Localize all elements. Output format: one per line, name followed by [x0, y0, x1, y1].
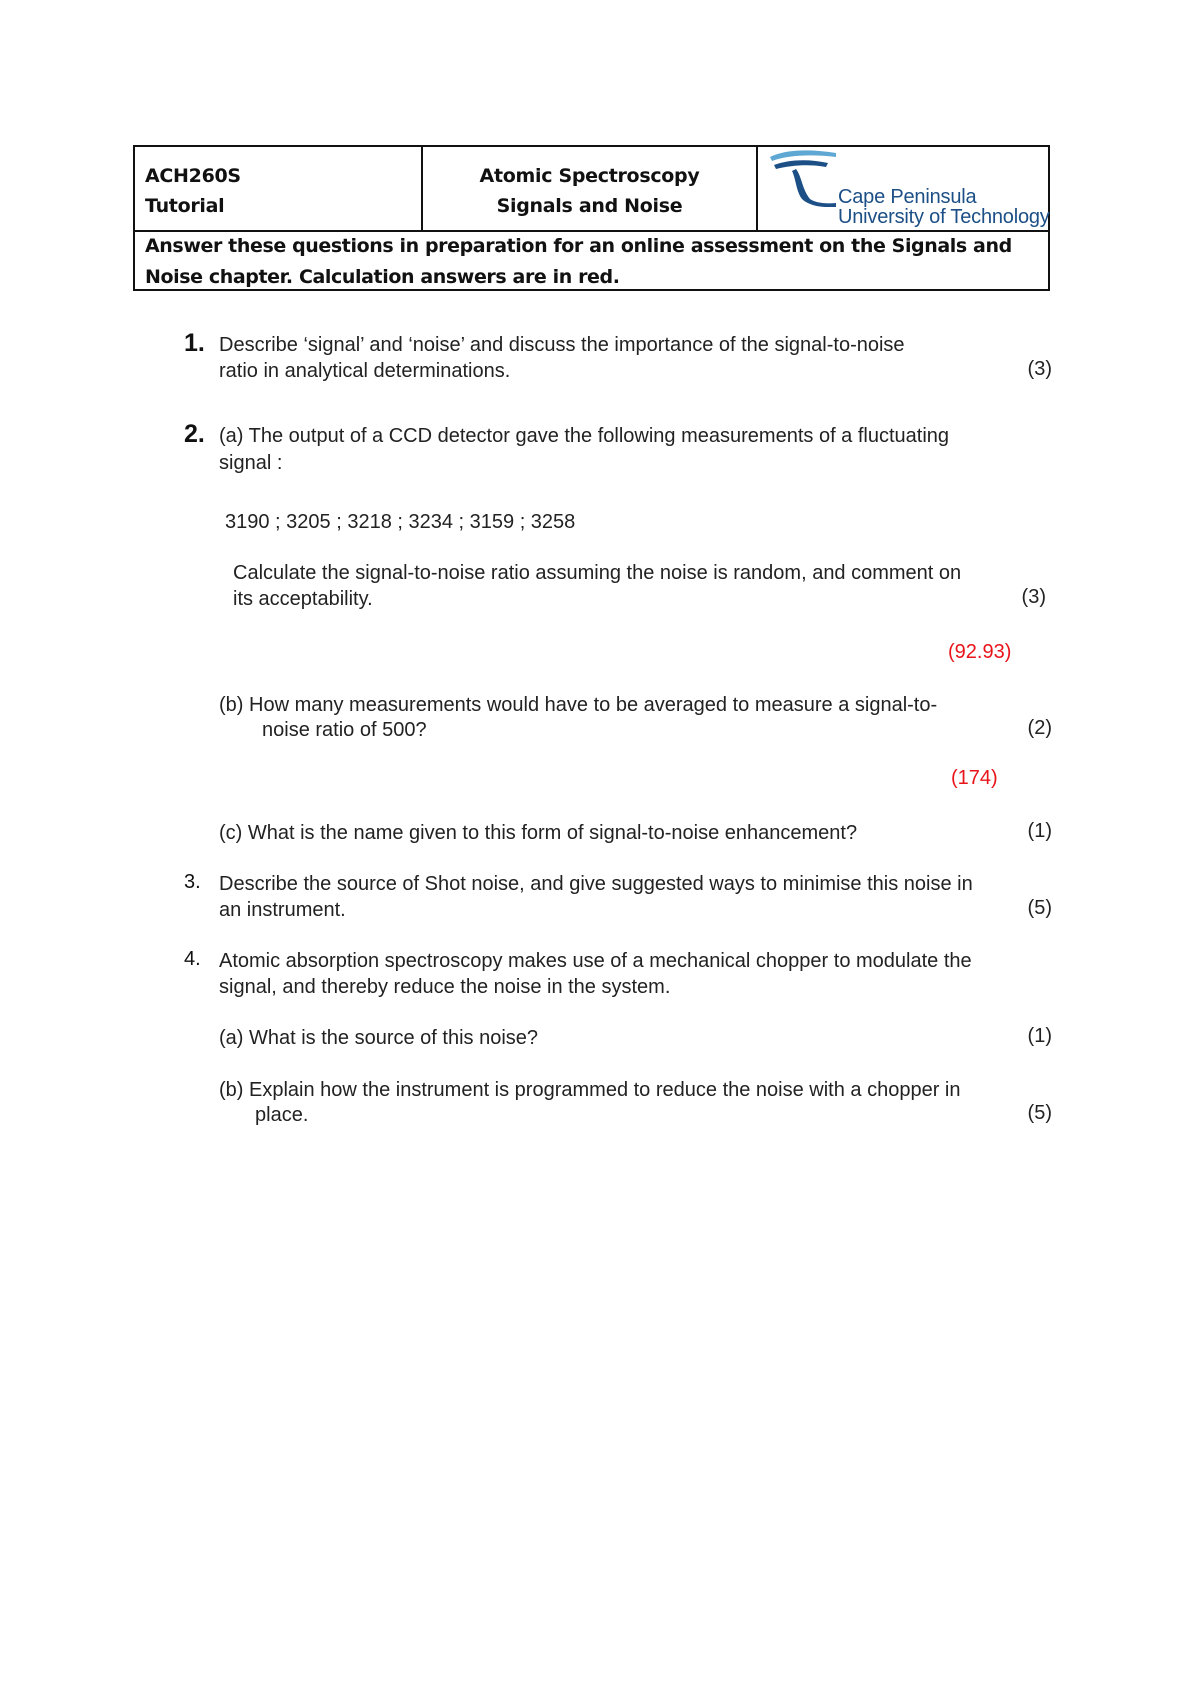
logo-line-1: Cape Peninsula	[838, 186, 977, 208]
question-3-number: 3.	[184, 871, 201, 893]
question-2a-calc-line-2: its acceptability.	[233, 588, 373, 610]
question-1-marks: (3)	[1027, 358, 1052, 380]
question-2a-calc-line-1: Calculate the signal-to-noise ratio assuming the noise is random, and comment on	[233, 562, 962, 584]
question-2c-marks: (1)	[1027, 820, 1052, 842]
instructions-line-2: Noise chapter. Calculation answers are in red.	[145, 266, 620, 288]
doc-type: Tutorial	[145, 195, 225, 217]
question-2a-marks: (3)	[1021, 586, 1046, 608]
question-2b-line-2: noise ratio of 500?	[262, 719, 427, 741]
question-4b-line-1: (b) Explain how the instrument is programmed to reduce the noise with a chopper in	[219, 1079, 961, 1101]
question-4-number: 4.	[184, 948, 201, 970]
question-3-marks: (5)	[1027, 897, 1052, 919]
question-1-line-1: Describe ‘signal’ and ‘noise’ and discuss the importance of the signal-to-noise	[219, 334, 905, 356]
question-2a-data: 3190 ; 3205 ; 3218 ; 3234 ; 3159 ; 3258	[225, 511, 576, 533]
university-logo	[766, 147, 1052, 230]
question-3-line-1: Describe the source of Shot noise, and give suggested ways to minimise this noise in	[219, 873, 973, 895]
subject-title: Atomic Spectroscopy	[479, 165, 700, 187]
question-1-line-2: ratio in analytical determinations.	[219, 360, 511, 382]
course-code: ACH260S	[145, 165, 241, 187]
question-1-number: 1.	[184, 329, 205, 357]
cput-wave-logo-icon	[766, 147, 846, 207]
header-course-cell	[135, 147, 423, 230]
question-2-number: 2.	[184, 420, 205, 448]
question-2a-answer: (92.93)	[948, 641, 1012, 663]
question-2b-line-1: (b) How many measurements would have to be averaged to measure a signal-to-	[219, 694, 938, 716]
header-subject-cell	[423, 147, 758, 230]
question-4a-marks: (1)	[1027, 1025, 1052, 1047]
question-2b-answer: (174)	[951, 767, 998, 789]
instructions-line-1: Answer these questions in preparation for an online assessment on the Signals and	[145, 235, 1012, 257]
question-4b-line-2: place.	[255, 1104, 309, 1126]
question-4b-marks: (5)	[1027, 1102, 1052, 1124]
question-4-line-1: Atomic absorption spectroscopy makes use of a mechanical chopper to modulate the	[219, 950, 972, 972]
question-2b-marks: (2)	[1027, 717, 1052, 739]
question-2c-line-1: (c) What is the name given to this form of signal-to-noise enhancement?	[219, 822, 858, 844]
instructions	[145, 231, 1038, 293]
question-2a-line-2: signal :	[219, 452, 283, 474]
question-3-line-2: an instrument.	[219, 899, 346, 921]
question-4-line-2: signal, and thereby reduce the noise in the system.	[219, 976, 671, 998]
header-row	[135, 147, 1048, 232]
header-table	[133, 145, 1050, 291]
topic-title: Signals and Noise	[496, 195, 683, 217]
logo-line-2: University of Technology	[838, 206, 1050, 228]
header-logo-cell	[758, 147, 1048, 230]
question-2a-line-1: (a) The output of a CCD detector gave the following measurements of a fluctuating	[219, 425, 950, 447]
question-4a-line-1: (a) What is the source of this noise?	[219, 1027, 539, 1049]
